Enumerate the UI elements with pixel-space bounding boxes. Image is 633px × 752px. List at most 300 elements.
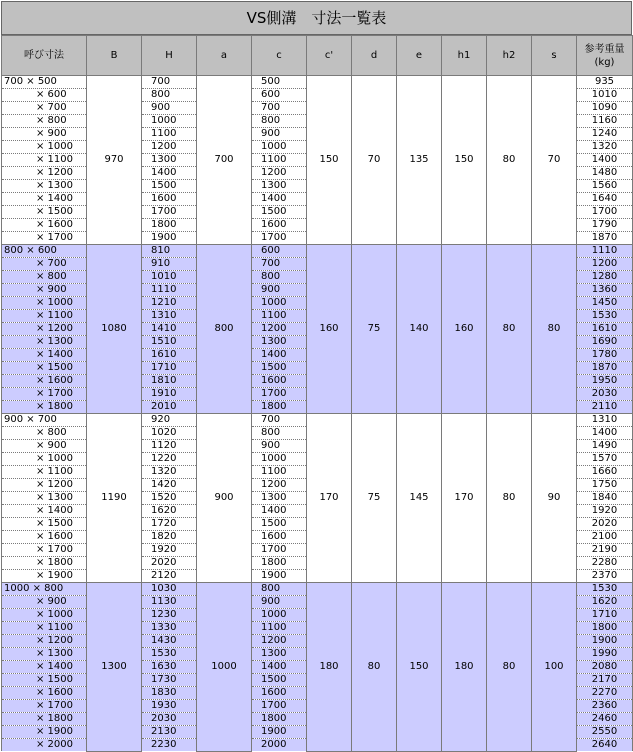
c-value: 1900 (261, 726, 287, 737)
cell-c (252, 206, 307, 219)
nominal-size-cell (2, 570, 87, 583)
nominal-size-text: × 1200 (36, 323, 74, 334)
nominal-size-cell (2, 518, 87, 531)
header-c-prime: c' (307, 36, 352, 76)
nominal-size-text: × 800 (36, 271, 67, 282)
cell-c (252, 323, 307, 336)
H-value: 1910 (151, 388, 177, 399)
weight-cell: 2370 (577, 570, 633, 583)
cell-c (252, 349, 307, 362)
c-value: 1100 (261, 154, 287, 165)
cell-e: 145 (397, 414, 442, 583)
dimension-table (1, 35, 633, 752)
H-value: 1510 (151, 336, 177, 347)
table-row (2, 414, 633, 427)
nominal-size-text: × 1500 (36, 674, 74, 685)
cell-H (142, 115, 197, 128)
nominal-size-text: × 1400 (36, 661, 74, 672)
cell-H (142, 713, 197, 726)
weight-cell: 1360 (577, 284, 633, 297)
cell-H (142, 466, 197, 479)
weight-cell: 1620 (577, 596, 633, 609)
weight-cell: 1660 (577, 466, 633, 479)
cell-H (142, 206, 197, 219)
cell-c (252, 453, 307, 466)
H-value: 1400 (151, 167, 177, 178)
nominal-size-cell (2, 193, 87, 206)
cell-c (252, 713, 307, 726)
nominal-size-text: × 1400 (36, 505, 74, 516)
nominal-size-text: × 1000 (36, 453, 74, 464)
H-value: 1010 (151, 271, 177, 282)
nominal-size-cell (2, 583, 87, 596)
c-value: 1600 (261, 375, 287, 386)
cell-d: 75 (352, 245, 397, 414)
c-value: 1800 (261, 713, 287, 724)
c-value: 800 (261, 271, 281, 282)
cell-H (142, 453, 197, 466)
cell-c (252, 479, 307, 492)
nominal-size-cell (2, 232, 87, 245)
c-value: 1100 (261, 622, 287, 633)
cell-c (252, 687, 307, 700)
nominal-size-cell (2, 89, 87, 102)
cell-c (252, 531, 307, 544)
nominal-size-cell (2, 531, 87, 544)
nominal-size-cell (2, 245, 87, 258)
cell-e: 150 (397, 583, 442, 752)
cell-c (252, 336, 307, 349)
weight-cell: 1450 (577, 297, 633, 310)
header-e: e (397, 36, 442, 76)
c-value: 600 (261, 245, 281, 256)
cell-H (142, 401, 197, 414)
cell-c (252, 375, 307, 388)
cell-c (252, 544, 307, 557)
nominal-size-cell (2, 141, 87, 154)
nominal-size-cell (2, 167, 87, 180)
cell-H (142, 518, 197, 531)
nominal-size-text: × 1200 (36, 167, 74, 178)
nominal-size-text: 900 × 700 (4, 414, 57, 425)
weight-cell: 1320 (577, 141, 633, 154)
nominal-size-cell (2, 609, 87, 622)
weight-cell: 2100 (577, 531, 633, 544)
H-value: 2230 (151, 739, 177, 750)
weight-cell: 2190 (577, 544, 633, 557)
cell-H (142, 141, 197, 154)
H-value: 1920 (151, 544, 177, 555)
cell-c-prime: 170 (307, 414, 352, 583)
c-value: 700 (261, 258, 281, 269)
table-title: VS側溝 寸法一覧表 (1, 1, 632, 35)
nominal-size-cell (2, 466, 87, 479)
cell-c (252, 297, 307, 310)
nominal-size-text: × 1300 (36, 336, 74, 347)
cell-H (142, 193, 197, 206)
cell-c (252, 648, 307, 661)
H-value: 1610 (151, 349, 177, 360)
H-value: 900 (151, 102, 171, 113)
nominal-size-cell (2, 128, 87, 141)
cell-H (142, 609, 197, 622)
c-value: 1700 (261, 700, 287, 711)
cell-c (252, 141, 307, 154)
cell-h1: 160 (442, 245, 487, 414)
cell-H (142, 505, 197, 518)
nominal-size-cell (2, 544, 87, 557)
c-value: 1400 (261, 505, 287, 516)
cell-c (252, 726, 307, 739)
cell-B: 1190 (87, 414, 142, 583)
cell-c (252, 700, 307, 713)
weight-cell: 1160 (577, 115, 633, 128)
nominal-size-cell (2, 297, 87, 310)
weight-cell: 1280 (577, 271, 633, 284)
cell-c (252, 609, 307, 622)
H-value: 1330 (151, 622, 177, 633)
c-value: 1600 (261, 531, 287, 542)
table-row (2, 583, 633, 596)
weight-cell: 1870 (577, 232, 633, 245)
H-value: 2120 (151, 570, 177, 581)
H-value: 1500 (151, 180, 177, 191)
c-value: 1400 (261, 193, 287, 204)
nominal-size-cell (2, 713, 87, 726)
cell-H (142, 687, 197, 700)
nominal-size-cell (2, 687, 87, 700)
c-value: 1300 (261, 180, 287, 191)
nominal-size-cell (2, 557, 87, 570)
nominal-size-text: × 1400 (36, 193, 74, 204)
nominal-size-cell (2, 388, 87, 401)
nominal-size-text: × 800 (36, 427, 67, 438)
cell-H (142, 661, 197, 674)
cell-c (252, 583, 307, 596)
cell-c (252, 622, 307, 635)
H-value: 1110 (151, 284, 177, 295)
H-value: 2010 (151, 401, 177, 412)
nominal-size-text: × 900 (36, 440, 67, 451)
H-value: 1120 (151, 440, 177, 451)
nominal-size-cell (2, 648, 87, 661)
table-row (2, 245, 633, 258)
cell-s: 90 (532, 414, 577, 583)
cell-H (142, 596, 197, 609)
H-value: 920 (151, 414, 171, 425)
cell-c (252, 414, 307, 427)
cell-H (142, 570, 197, 583)
H-value: 2130 (151, 726, 177, 737)
nominal-size-text: × 1300 (36, 180, 74, 191)
weight-cell: 1530 (577, 310, 633, 323)
c-value: 1000 (261, 141, 287, 152)
nominal-size-cell (2, 453, 87, 466)
cell-H (142, 414, 197, 427)
nominal-size-text: × 1100 (36, 154, 74, 165)
c-value: 900 (261, 128, 281, 139)
nominal-size-text: 800 × 600 (4, 245, 57, 256)
H-value: 1300 (151, 154, 177, 165)
cell-H (142, 336, 197, 349)
header-d: d (352, 36, 397, 76)
H-value: 1930 (151, 700, 177, 711)
header-row (2, 36, 633, 76)
cell-B: 970 (87, 76, 142, 245)
H-value: 1520 (151, 492, 177, 503)
c-value: 1200 (261, 479, 287, 490)
c-value: 900 (261, 440, 281, 451)
cell-s: 100 (532, 583, 577, 752)
cell-H (142, 739, 197, 752)
c-value: 1500 (261, 518, 287, 529)
nominal-size-text: × 2000 (36, 739, 74, 750)
weight-cell: 1010 (577, 89, 633, 102)
H-value: 1230 (151, 609, 177, 620)
H-value: 1530 (151, 648, 177, 659)
cell-c (252, 635, 307, 648)
c-value: 1200 (261, 635, 287, 646)
cell-d: 70 (352, 76, 397, 245)
nominal-size-cell (2, 206, 87, 219)
cell-c (252, 219, 307, 232)
cell-B: 1300 (87, 583, 142, 752)
cell-e: 135 (397, 76, 442, 245)
cell-B: 1080 (87, 245, 142, 414)
nominal-size-cell (2, 479, 87, 492)
c-value: 2000 (261, 739, 287, 750)
cell-c (252, 739, 307, 752)
c-value: 800 (261, 583, 281, 594)
H-value: 1800 (151, 219, 177, 230)
cell-H (142, 154, 197, 167)
c-value: 1100 (261, 466, 287, 477)
header-a: a (197, 36, 252, 76)
nominal-size-text: × 900 (36, 596, 67, 607)
c-value: 1400 (261, 661, 287, 672)
weight-cell: 1700 (577, 206, 633, 219)
weight-cell: 2030 (577, 388, 633, 401)
weight-cell: 1090 (577, 102, 633, 115)
nominal-size-text: × 1300 (36, 648, 74, 659)
c-value: 900 (261, 284, 281, 295)
H-value: 1210 (151, 297, 177, 308)
cell-c (252, 245, 307, 258)
nominal-size-text: × 1400 (36, 349, 74, 360)
H-value: 1200 (151, 141, 177, 152)
cell-d: 80 (352, 583, 397, 752)
weight-cell: 1110 (577, 245, 633, 258)
c-value: 1800 (261, 557, 287, 568)
weight-cell: 1950 (577, 375, 633, 388)
c-value: 1000 (261, 609, 287, 620)
nominal-size-cell (2, 102, 87, 115)
nominal-size-cell (2, 271, 87, 284)
cell-H (142, 544, 197, 557)
nominal-size-cell (2, 310, 87, 323)
c-value: 1300 (261, 492, 287, 503)
nominal-size-cell (2, 219, 87, 232)
weight-cell: 1840 (577, 492, 633, 505)
cell-H (142, 635, 197, 648)
cell-a: 800 (197, 245, 252, 414)
H-value: 1320 (151, 466, 177, 477)
weight-cell: 1800 (577, 622, 633, 635)
cell-H (142, 648, 197, 661)
c-value: 800 (261, 115, 281, 126)
H-value: 1130 (151, 596, 177, 607)
cell-c (252, 154, 307, 167)
cell-h1: 170 (442, 414, 487, 583)
c-value: 900 (261, 596, 281, 607)
cell-c (252, 232, 307, 245)
H-value: 910 (151, 258, 171, 269)
cell-c (252, 518, 307, 531)
nominal-size-text: × 1200 (36, 635, 74, 646)
cell-h2: 80 (487, 414, 532, 583)
H-value: 1710 (151, 362, 177, 373)
cell-c (252, 388, 307, 401)
c-value: 600 (261, 89, 281, 100)
cell-h1: 150 (442, 76, 487, 245)
weight-cell: 1400 (577, 154, 633, 167)
weight-cell: 1480 (577, 167, 633, 180)
cell-c (252, 167, 307, 180)
c-value: 1300 (261, 648, 287, 659)
nominal-size-text: × 1900 (36, 726, 74, 737)
cell-h2: 80 (487, 76, 532, 245)
c-value: 1200 (261, 323, 287, 334)
cell-H (142, 102, 197, 115)
nominal-size-text: × 1900 (36, 570, 74, 581)
weight-cell: 2170 (577, 674, 633, 687)
weight-cell: 2460 (577, 713, 633, 726)
cell-h1: 180 (442, 583, 487, 752)
cell-H (142, 726, 197, 739)
c-value: 1700 (261, 544, 287, 555)
weight-cell: 1400 (577, 427, 633, 440)
cell-s: 80 (532, 245, 577, 414)
H-value: 1100 (151, 128, 177, 139)
H-value: 1630 (151, 661, 177, 672)
cell-H (142, 362, 197, 375)
cell-H (142, 323, 197, 336)
cell-H (142, 310, 197, 323)
H-value: 800 (151, 89, 171, 100)
H-value: 1730 (151, 674, 177, 685)
c-value: 1500 (261, 674, 287, 685)
H-value: 1420 (151, 479, 177, 490)
header-nominal-size: 呼び寸法 (2, 36, 87, 76)
H-value: 1820 (151, 531, 177, 542)
nominal-size-text: × 1600 (36, 687, 74, 698)
cell-H (142, 700, 197, 713)
nominal-size-text: × 1000 (36, 297, 74, 308)
cell-H (142, 258, 197, 271)
nominal-size-text: × 1000 (36, 141, 74, 152)
nominal-size-cell (2, 115, 87, 128)
cell-s: 70 (532, 76, 577, 245)
header-s: s (532, 36, 577, 76)
nominal-size-text: × 1000 (36, 609, 74, 620)
cell-c-prime: 150 (307, 76, 352, 245)
nominal-size-cell (2, 661, 87, 674)
nominal-size-cell (2, 622, 87, 635)
nominal-size-cell (2, 427, 87, 440)
cell-c (252, 76, 307, 89)
H-value: 1620 (151, 505, 177, 516)
c-value: 1100 (261, 310, 287, 321)
cell-H (142, 271, 197, 284)
table-body (2, 76, 633, 752)
table-row (2, 76, 633, 89)
cell-H (142, 427, 197, 440)
cell-c (252, 401, 307, 414)
cell-c (252, 674, 307, 687)
weight-cell: 1200 (577, 258, 633, 271)
c-value: 500 (261, 76, 281, 87)
weight-cell: 1560 (577, 180, 633, 193)
cell-c (252, 596, 307, 609)
nominal-size-text: × 1700 (36, 388, 74, 399)
nominal-size-text: × 600 (36, 89, 67, 100)
weight-cell: 1690 (577, 336, 633, 349)
H-value: 1810 (151, 375, 177, 386)
H-value: 1020 (151, 427, 177, 438)
nominal-size-text: × 700 (36, 102, 67, 113)
nominal-size-cell (2, 674, 87, 687)
c-value: 800 (261, 427, 281, 438)
nominal-size-text: × 1800 (36, 557, 74, 568)
nominal-size-text: × 900 (36, 128, 67, 139)
cell-H (142, 557, 197, 570)
header-h1: h1 (442, 36, 487, 76)
weight-cell: 1780 (577, 349, 633, 362)
cell-H (142, 349, 197, 362)
nominal-size-text: × 1300 (36, 492, 74, 503)
weight-cell: 2020 (577, 518, 633, 531)
cell-c (252, 115, 307, 128)
weight-cell: 1610 (577, 323, 633, 336)
nominal-size-text: × 1600 (36, 375, 74, 386)
nominal-size-text: × 1100 (36, 466, 74, 477)
cell-c-prime: 180 (307, 583, 352, 752)
H-value: 2020 (151, 557, 177, 568)
header-h2: h2 (487, 36, 532, 76)
c-value: 1500 (261, 362, 287, 373)
nominal-size-text: 1000 × 800 (4, 583, 64, 594)
nominal-size-cell (2, 492, 87, 505)
cell-H (142, 297, 197, 310)
c-value: 1300 (261, 336, 287, 347)
cell-c-prime: 160 (307, 245, 352, 414)
c-value: 1000 (261, 297, 287, 308)
c-value: 1000 (261, 453, 287, 464)
cell-H (142, 622, 197, 635)
cell-c (252, 661, 307, 674)
nominal-size-cell (2, 284, 87, 297)
cell-H (142, 167, 197, 180)
cell-c (252, 557, 307, 570)
c-value: 1700 (261, 388, 287, 399)
nominal-size-text: × 1500 (36, 518, 74, 529)
nominal-size-cell (2, 323, 87, 336)
cell-c (252, 193, 307, 206)
weight-cell: 1990 (577, 648, 633, 661)
cell-H (142, 674, 197, 687)
weight-cell: 1240 (577, 128, 633, 141)
cell-H (142, 375, 197, 388)
